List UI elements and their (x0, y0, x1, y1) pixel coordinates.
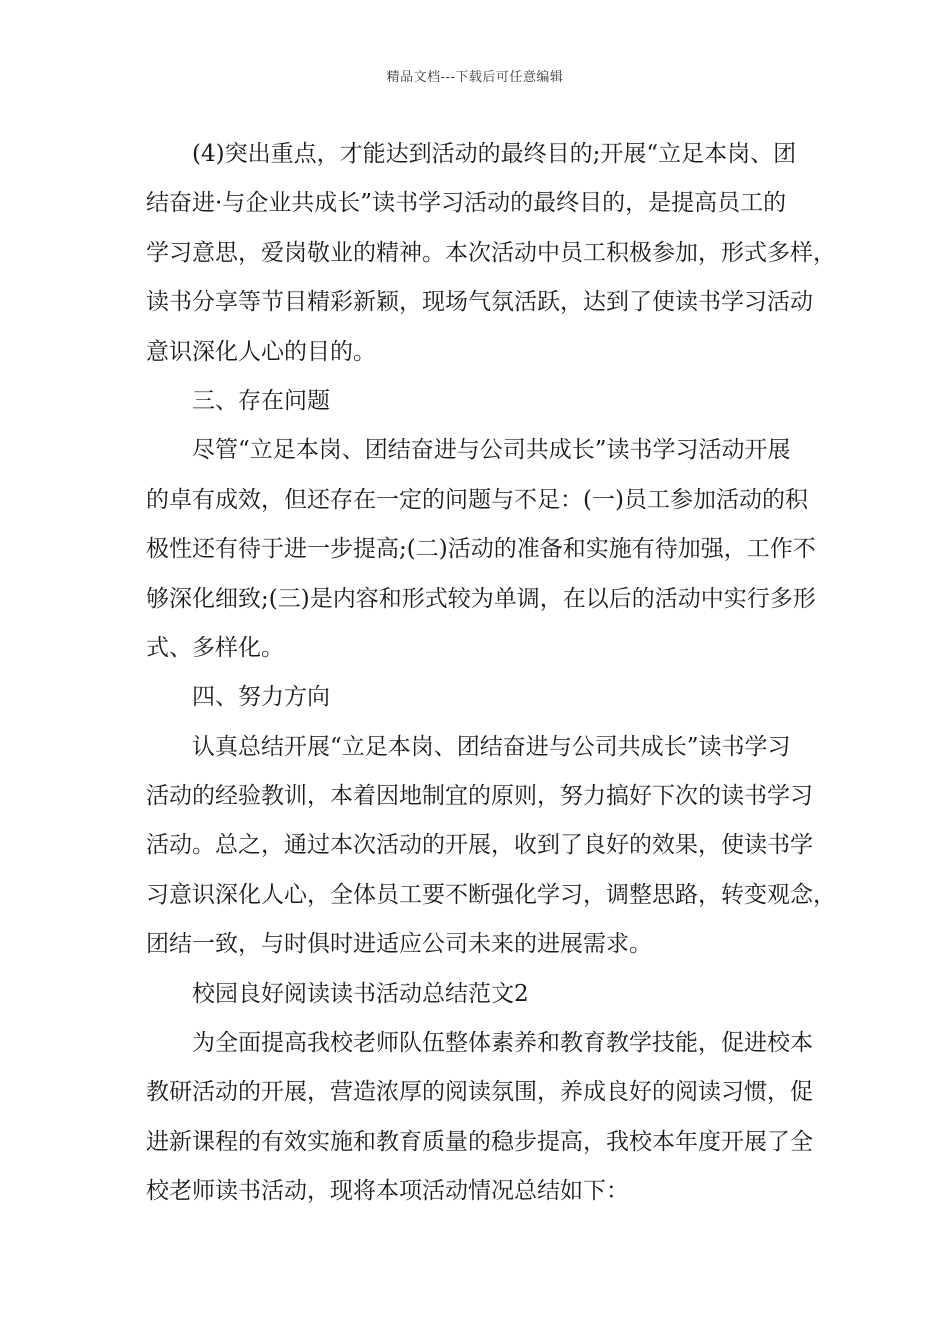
paragraph-line: 教研活动的开展，营造浓厚的阅读氛围，养成良好的阅读习惯，促 (146, 1079, 813, 1106)
paragraph-line: 团结一致，与时俱时进适应公司未来的进展需求。 (146, 931, 652, 958)
paragraph-line: 校老师读书活动，现将本项活动情况总结如下： (146, 1178, 629, 1205)
paragraph-line: 够深化细致;(三)是内容和形式较为单调，在以后的活动中实行多形 (146, 585, 816, 612)
paragraph-line: 式、多样化。 (146, 634, 284, 661)
section-heading: 四、努力方向 (192, 684, 330, 711)
paragraph-line: 习意识深化人心，全体员工要不断强化学习，调整思路，转变观念， (146, 881, 836, 908)
paragraph-line: 读书分享等节目精彩新颖，现场气氛活跃，达到了使读书学习活动 (146, 289, 813, 316)
section-heading: 三、存在问题 (192, 387, 330, 414)
paragraph-line: 尽管“立足本岗、团结奋进与公司共成长”读书学习活动开展 (192, 437, 791, 464)
paragraph-line: 为全面提高我校老师队伍整体素养和教育教学技能，促进校本 (192, 1030, 813, 1057)
paragraph-line: 进新课程的有效实施和教育质量的稳步提高，我校本年度开展了全 (146, 1128, 813, 1155)
article-title: 校园良好阅读读书活动总结范文2 (192, 980, 529, 1007)
paragraph-line: 意识深化人心的目的。 (146, 338, 376, 365)
paragraph-line: 学习意思，爱岗敬业的精神。本次活动中员工积极参加，形式多样， (146, 239, 836, 266)
paragraph-line: 活动。总之，通过本次活动的开展，收到了良好的效果，使读书学 (146, 832, 813, 859)
paragraph-line: 结奋进·与企业共成长”读书学习活动的最终目的，是提高员工的 (146, 190, 787, 217)
paragraph-line: 认真总结开展“立足本岗、团结奋进与公司共成长”读书学习 (192, 733, 791, 760)
document-body (146, 130, 836, 1217)
page-header: 精品文档---下载后可任意编辑 (386, 70, 564, 85)
paragraph-line: 活动的经验教训，本着因地制宜的原则，努力搞好下次的读书学习 (146, 783, 813, 810)
paragraph-line: (4)突出重点，才能达到活动的最终目的;开展“立足本岗、团 (192, 141, 797, 167)
paragraph-line: 的卓有成效，但还存在一定的问题与不足：(一)员工参加活动的积 (146, 486, 808, 513)
paragraph-line: 极性还有待于进一步提高;(二)活动的准备和实施有待加强，工作不 (146, 536, 816, 563)
